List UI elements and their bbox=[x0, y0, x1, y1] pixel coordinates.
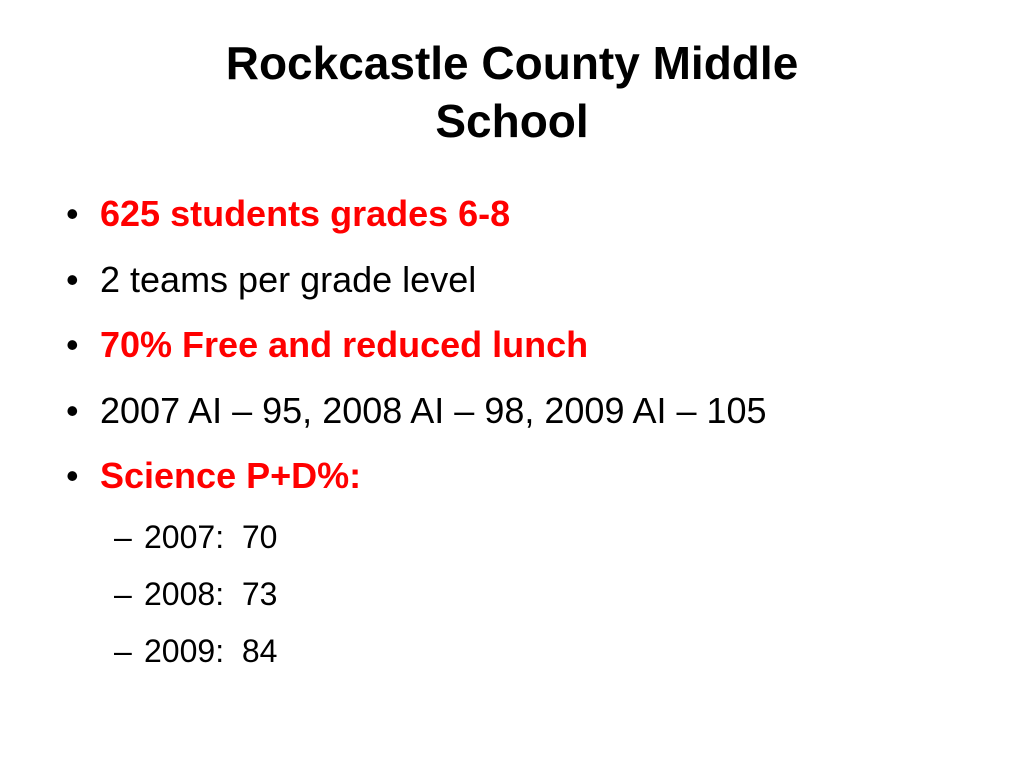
dash-icon: – bbox=[114, 576, 132, 612]
bullet-lunch bbox=[66, 324, 588, 366]
bullet-text: Science P+D%: bbox=[100, 455, 362, 496]
sub-bullet-2008 bbox=[114, 575, 277, 613]
dash-icon: – bbox=[114, 633, 132, 669]
dash-icon: – bbox=[114, 519, 132, 555]
sub-bullet-text: 2008: 73 bbox=[144, 576, 278, 612]
bullet-ai-scores bbox=[66, 390, 767, 432]
bullet-text: 2 teams per grade level bbox=[100, 259, 477, 300]
sub-bullet-text: 2007: 70 bbox=[144, 519, 278, 555]
bullet-text: 70% Free and reduced lunch bbox=[100, 324, 589, 365]
bullet-teams bbox=[66, 259, 476, 301]
bullet-text: 625 students grades 6-8 bbox=[100, 193, 511, 234]
bullet-dot-icon: • bbox=[66, 455, 79, 496]
bullet-science bbox=[66, 455, 361, 497]
bullet-students bbox=[66, 193, 510, 235]
sub-bullet-text: 2009: 84 bbox=[144, 633, 278, 669]
bullet-dot-icon: • bbox=[66, 390, 79, 431]
title-line-2: School bbox=[435, 95, 589, 147]
bullet-dot-icon: • bbox=[66, 259, 79, 300]
sub-bullet-2009 bbox=[114, 632, 277, 670]
title-line-1: Rockcastle County Middle bbox=[225, 37, 799, 89]
bullet-text: 2007 AI – 95, 2008 AI – 98, 2009 AI – 105 bbox=[100, 390, 767, 431]
bullet-dot-icon: • bbox=[66, 324, 79, 365]
bullet-dot-icon: • bbox=[66, 193, 79, 234]
sub-bullet-2007 bbox=[114, 518, 277, 556]
